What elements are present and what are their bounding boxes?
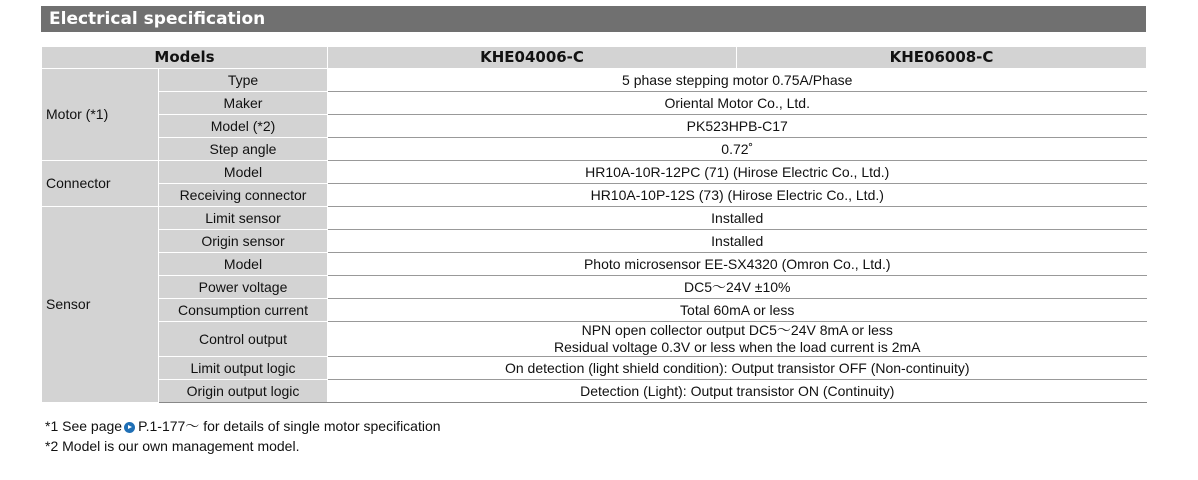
table-row [42,230,1147,253]
row-value: HR10A-10P-12S (73) (Hirose Electric Co., Ltd.) [328,184,1147,207]
table-row [42,161,1147,184]
row-label: Model (*2) [159,115,328,138]
group-connector: Connector [42,161,159,207]
row-label: Step angle [159,138,328,161]
section-header-bar [41,6,1146,32]
section-title: Electrical specification [49,9,266,29]
table-row [42,184,1147,207]
row-label: Origin sensor [159,230,328,253]
footnote-1-link[interactable]: P.1-177～ for details of single motor specification [138,418,441,434]
footnote-1-prefix: *1 See page [45,418,123,434]
row-value-multiline [328,322,1147,357]
row-value: On detection (light shield condition): Output transistor OFF (Non-continuity) [328,357,1147,380]
row-label: Consumption current [159,299,328,322]
row-value: DC5～24V ±10% [328,276,1147,299]
models-header: Models [42,47,328,69]
row-value: Total 60mA or less [328,299,1147,322]
footnotes [45,416,441,456]
row-value: Oriental Motor Co., Ltd. [328,92,1147,115]
group-sensor: Sensor [42,207,159,403]
row-value: HR10A-10R-12PC (71) (Hirose Electric Co., Ltd.) [328,161,1147,184]
table-row [42,322,1147,357]
table-row [42,115,1147,138]
row-label: Maker [159,92,328,115]
row-value: 5 phase stepping motor 0.75A/Phase [328,69,1147,92]
row-value: Detection (Light): Output transistor ON (Continuity) [328,380,1147,403]
table-row [42,69,1147,92]
group-motor: Motor (*1) [42,69,159,161]
table-row [42,380,1147,403]
row-label: Model [159,161,328,184]
row-label: Receiving connector [159,184,328,207]
table-row [42,299,1147,322]
row-value: Installed [328,207,1147,230]
row-label: Limit sensor [159,207,328,230]
row-value: 0.72˚ [328,138,1147,161]
row-label: Model [159,253,328,276]
footnote-2: *2 Model is our own management model. [45,438,300,454]
row-value: PK523HPB-C17 [328,115,1147,138]
table-row [42,138,1147,161]
table-header-row [42,47,1147,69]
table-row [42,253,1147,276]
row-label: Power voltage [159,276,328,299]
page-link-icon[interactable] [124,422,135,433]
row-label: Limit output logic [159,357,328,380]
row-value: Photo microsensor EE-SX4320 (Omron Co., Ltd.) [328,253,1147,276]
table-row [42,92,1147,115]
table-row [42,357,1147,380]
row-value-line: NPN open collector output DC5～24V 8mA or less [581,322,893,338]
spec-table [41,46,1147,403]
model-2-header: KHE06008-C [737,47,1147,69]
row-value-line: Residual voltage 0.3V or less when the load current is 2mA [553,339,921,355]
table-row [42,276,1147,299]
row-label: Control output [159,322,328,357]
model-1-header: KHE04006-C [328,47,737,69]
table-row [42,207,1147,230]
row-label: Origin output logic [159,380,328,403]
footnote-1 [45,416,441,436]
row-value: Installed [328,230,1147,253]
row-label: Type [159,69,328,92]
